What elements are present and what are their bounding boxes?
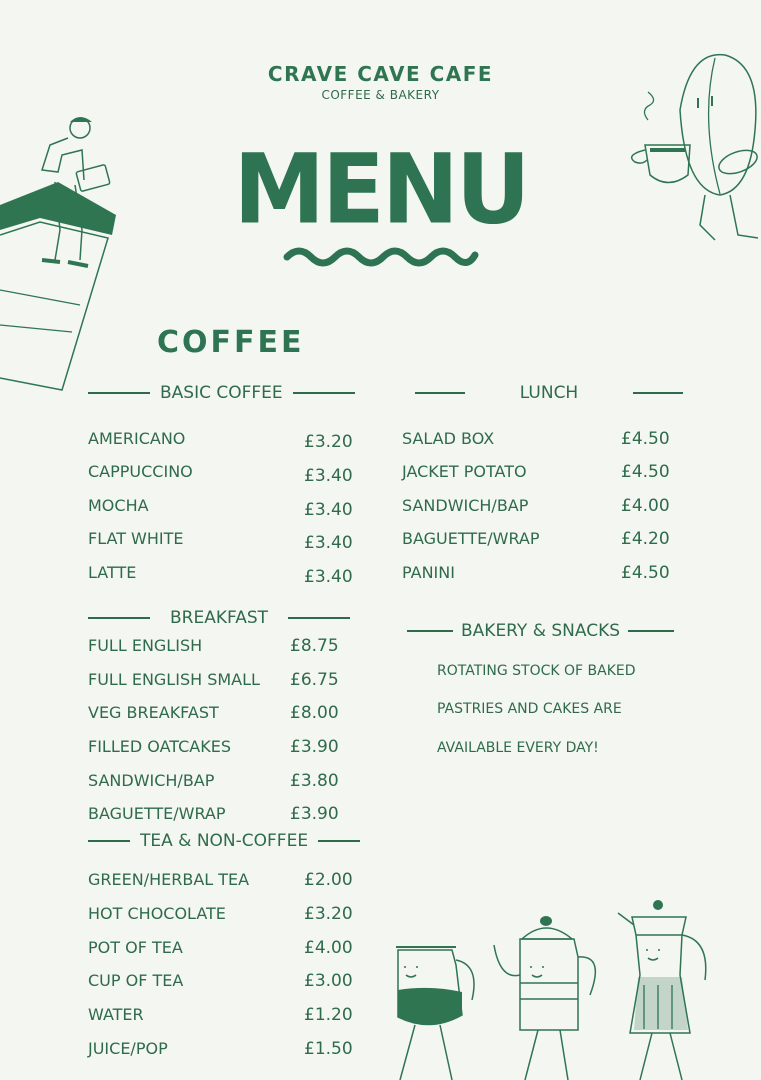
menu-title: MENU — [233, 133, 528, 246]
section-header-bakery — [407, 621, 674, 641]
cafe-subtitle: COFFEE & BAKERY — [321, 88, 440, 102]
divider-line — [88, 392, 150, 394]
menu-item-name: VEG BREAKFAST — [88, 703, 219, 722]
section-header-basic-coffee — [88, 383, 355, 403]
section-title: TEA & NON-COFFEE — [140, 831, 309, 851]
section-title: LUNCH — [519, 383, 579, 403]
menu-item-name: CUP OF TEA — [88, 971, 184, 990]
menu-item-name: MOCHA — [88, 496, 149, 515]
divider-line — [407, 630, 453, 632]
menu-item-price: £4.50 — [621, 429, 670, 449]
section-title: BAKERY & SNACKS — [461, 621, 621, 641]
wave-divider-icon — [283, 247, 479, 269]
menu-item-price: £8.00 — [290, 703, 339, 723]
menu-item-price: £3.20 — [304, 904, 353, 924]
divider-line — [88, 840, 130, 842]
menu-item-name: LATTE — [88, 563, 137, 582]
section-title: BASIC COFFEE — [160, 383, 283, 403]
section-title: BREAKFAST — [170, 608, 269, 628]
menu-item-price: £2.00 — [304, 870, 353, 890]
menu-item-price: £3.90 — [290, 804, 339, 824]
menu-item-price: £3.40 — [304, 466, 353, 486]
menu-item-name: CAPPUCCINO — [88, 462, 193, 481]
menu-item-name: JACKET POTATO — [402, 462, 527, 481]
menu-item-price: £3.40 — [304, 533, 353, 553]
menu-item-name: SANDWICH/BAP — [402, 496, 529, 515]
menu-item-name: FILLED OATCAKES — [88, 737, 231, 756]
menu-item-name: GREEN/HERBAL TEA — [88, 870, 250, 889]
divider-line — [88, 617, 150, 619]
menu-item-name: FULL ENGLISH SMALL — [88, 670, 260, 689]
coffee-bean-character-illustration — [620, 50, 761, 250]
coffee-pots-walking-illustration — [390, 895, 720, 1080]
bakery-note-line: ROTATING STOCK OF BAKED — [437, 663, 636, 679]
menu-item-price: £1.20 — [304, 1005, 353, 1025]
divider-line — [288, 617, 350, 619]
menu-item-name: BAGUETTE/WRAP — [88, 804, 226, 823]
menu-item-name: AMERICANO — [88, 429, 186, 448]
menu-item-price: £6.75 — [290, 670, 339, 690]
menu-item-name: FLAT WHITE — [88, 529, 184, 548]
menu-item-price: £8.75 — [290, 636, 339, 656]
divider-line — [415, 392, 465, 394]
cafe-name: CRAVE CAVE CAFE — [267, 62, 494, 86]
menu-item-price: £1.50 — [304, 1039, 353, 1059]
menu-item-name: SALAD BOX — [402, 429, 495, 448]
menu-item-name: BAGUETTE/WRAP — [402, 529, 540, 548]
person-on-laptop-cup-illustration — [0, 110, 130, 400]
divider-line — [293, 392, 355, 394]
menu-item-price: £4.20 — [621, 529, 670, 549]
menu-item-name: POT OF TEA — [88, 938, 183, 957]
menu-item-price: £4.50 — [621, 462, 670, 482]
menu-item-price: £3.20 — [304, 432, 353, 452]
menu-item-price: £4.50 — [621, 563, 670, 583]
menu-item-name: JUICE/POP — [88, 1039, 168, 1058]
divider-line — [633, 392, 683, 394]
menu-item-price: £3.00 — [304, 971, 353, 991]
divider-line — [318, 840, 360, 842]
menu-item-name: PANINI — [402, 563, 455, 582]
section-header-breakfast — [88, 608, 350, 628]
section-header-tea — [88, 831, 360, 851]
menu-item-price: £3.80 — [290, 771, 339, 791]
menu-item-price: £3.40 — [304, 500, 353, 520]
divider-line — [628, 630, 674, 632]
menu-item-price: £3.40 — [304, 567, 353, 587]
menu-item-price: £4.00 — [304, 938, 353, 958]
menu-item-name: HOT CHOCOLATE — [88, 904, 226, 923]
category-heading: COFFEE — [157, 325, 305, 360]
bakery-note-line: PASTRIES AND CAKES ARE — [437, 701, 622, 717]
menu-item-price: £4.00 — [621, 496, 670, 516]
menu-item-name: SANDWICH/BAP — [88, 771, 215, 790]
section-header-lunch — [415, 383, 683, 403]
menu-item-name: FULL ENGLISH — [88, 636, 203, 655]
bakery-note-line: AVAILABLE EVERY DAY! — [437, 740, 599, 756]
menu-item-price: £3.90 — [290, 737, 339, 757]
menu-item-name: WATER — [88, 1005, 144, 1024]
